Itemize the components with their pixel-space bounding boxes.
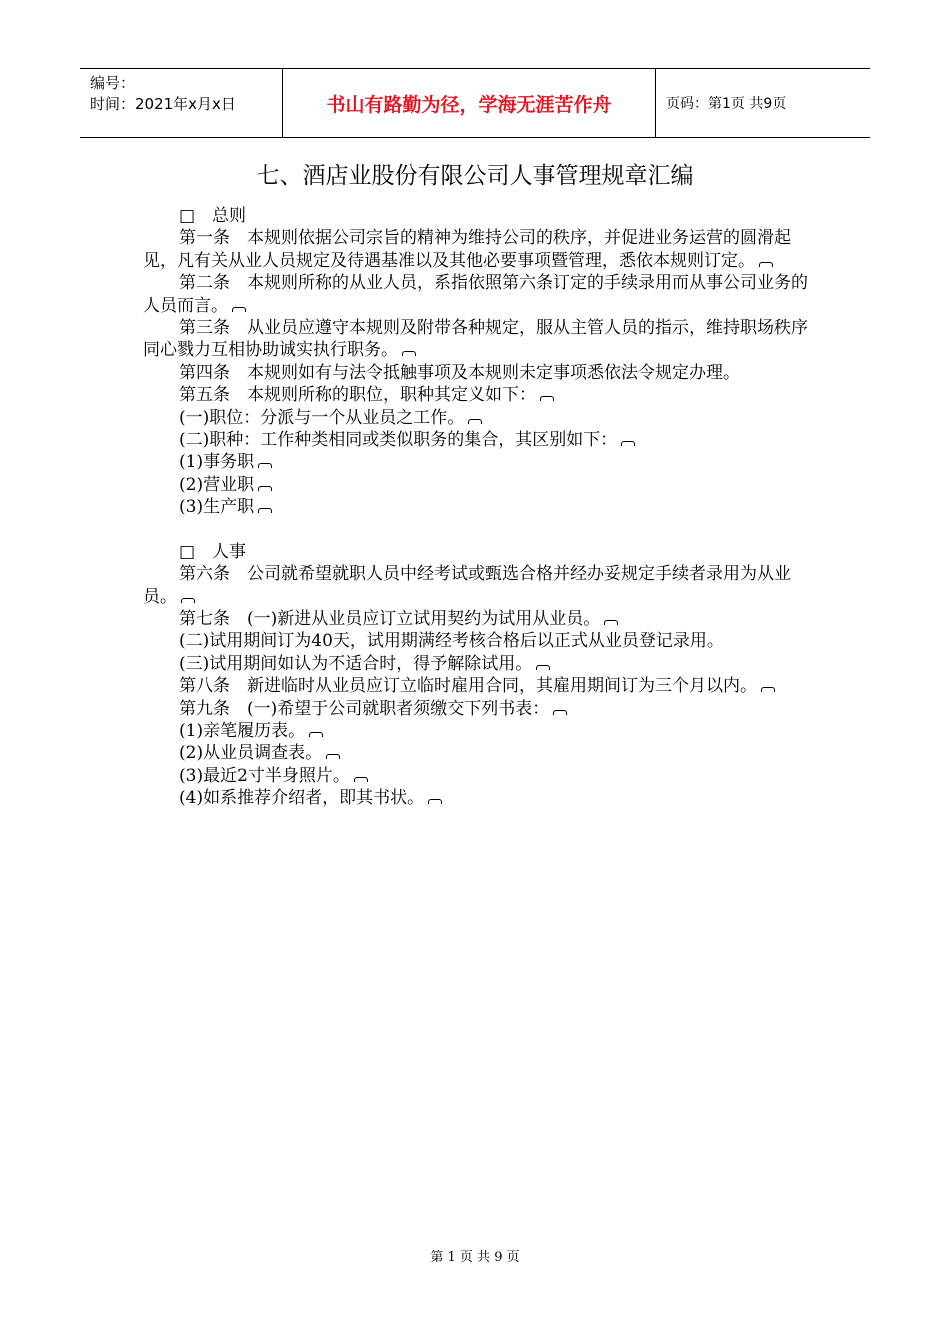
paragraph-text: (3)生产职: [179, 497, 255, 518]
paragraph-text: (二)职种：工作种类相同或类似职务的集合，其区别如下：: [179, 430, 618, 451]
paragraph: [143, 429, 808, 451]
paragraph-text: (3)最近2寸半身照片。: [179, 765, 350, 786]
paragraph-text: (二)试用期间订为40天，试用期满经考核合格后以正式从业员登记录用。: [179, 631, 724, 652]
paragraph: [143, 653, 808, 675]
paragraph-text: 第八条 新进临时从业员应订立临时雇用合同，其雇用期间订为三个月以内。: [179, 676, 757, 697]
section-gap: [143, 519, 808, 541]
paragraph-text: 第五条 本规则所称的职位，职种其定义如下：: [179, 385, 536, 406]
paragraph: [143, 720, 808, 742]
paragraph-text: 第三条 从业员应遵守本规则及附带各种规定，服从主管人员的指示，维持职场秩序同心戮力互相协助诚实执行职务。: [143, 318, 808, 361]
section-heading-personnel: □ 人事: [179, 541, 247, 562]
paragraph: [143, 384, 808, 406]
document-body: [143, 205, 808, 810]
paragraph-mark-icon: [761, 687, 775, 692]
paragraph-mark-icon: [258, 508, 272, 513]
paragraph: [143, 563, 808, 608]
paragraph: [143, 765, 808, 787]
header-meta: [80, 69, 282, 137]
header-motto: 书山有路勤为径，学海无涯苦作舟: [282, 69, 656, 137]
paragraph: [143, 451, 808, 473]
paragraph-mark-icon: [759, 262, 773, 267]
paragraph: [143, 698, 808, 720]
section-heading-general: □ 总则: [179, 206, 247, 226]
paragraph-mark-icon: [354, 777, 368, 782]
paragraph-mark-icon: [326, 754, 340, 759]
paragraph-text: (2)营业职: [179, 474, 255, 495]
paragraph-text: 第九条 (一)希望于公司就职者须缴交下列书表：: [179, 698, 550, 719]
paragraph: [143, 630, 808, 652]
paragraph-text: 第七条 (一)新进从业员应订立试用契约为试用从业员。: [179, 608, 601, 629]
paragraph-text: (1)亲笔履历表。: [179, 720, 306, 741]
paragraph-mark-icon: [428, 799, 442, 804]
number-label: 编号：: [90, 74, 136, 92]
header-page-info: 页码：第1页 共9页: [666, 96, 787, 112]
paragraph-mark-icon: [536, 665, 550, 670]
paragraph-mark-icon: [258, 486, 272, 491]
paragraph: [143, 227, 808, 272]
paragraph: [143, 675, 808, 697]
paragraph-mark-icon: [402, 351, 416, 356]
paragraph-text: (三)试用期间如认为不适合时，得予解除试用。: [179, 653, 533, 674]
document-title: 七、酒店业股份有限公司人事管理规章汇编: [256, 163, 694, 189]
paragraph: [143, 362, 808, 384]
paragraph-mark-icon: [181, 598, 195, 603]
paragraph: [143, 608, 808, 630]
paragraph-text: 第四条 本规则如有与法令抵触事项及本规则未定事项悉依法令规定办理。: [179, 362, 740, 383]
paragraph-mark-icon: [232, 307, 246, 312]
paragraph-mark-icon: [258, 463, 272, 468]
paragraph: [143, 787, 808, 809]
paragraph-mark-icon: [604, 620, 618, 625]
paragraph: [143, 407, 808, 429]
paragraph-text: (4)如系推荐介绍者，即其书状。: [179, 788, 425, 809]
paragraph-mark-icon: [553, 710, 567, 715]
paragraph-text: 第一条 本规则依据公司宗旨的精神为维持公司的秩序，并促进业务运营的圆滑起见，凡有关从业人员规定及待遇基准以及其他必要事项暨管理，悉依本规则订定。: [143, 228, 791, 271]
paragraph: [143, 474, 808, 496]
paragraph: [143, 496, 808, 518]
paragraph-text: 第六条 公司就希望就职人员中经考试或甄选合格并经办妥规定手续者录用为从业员。: [143, 564, 791, 607]
paragraph-mark-icon: [468, 419, 482, 424]
paragraph: [143, 742, 808, 764]
paragraph-text: 第二条 本规则所称的从业人员，系指依照第六条订定的手续录用而从事公司业务的人员而言。: [143, 273, 808, 316]
time-label: 时间：2021年x月x日: [90, 95, 236, 113]
paragraph-mark-icon: [621, 441, 635, 446]
paragraph-text: (一)职位：分派与一个从业员之工作。: [179, 407, 465, 428]
page-header: [80, 68, 870, 138]
paragraph-text: (2)从业员调查表。: [179, 743, 323, 764]
page-footer: 第 1 页 共 9 页: [430, 1250, 520, 1265]
paragraph-mark-icon: [540, 396, 554, 401]
paragraph: [143, 272, 808, 317]
paragraph-mark-icon: [309, 732, 323, 737]
paragraph: [143, 317, 808, 362]
paragraph-text: (1)事务职: [179, 452, 255, 473]
